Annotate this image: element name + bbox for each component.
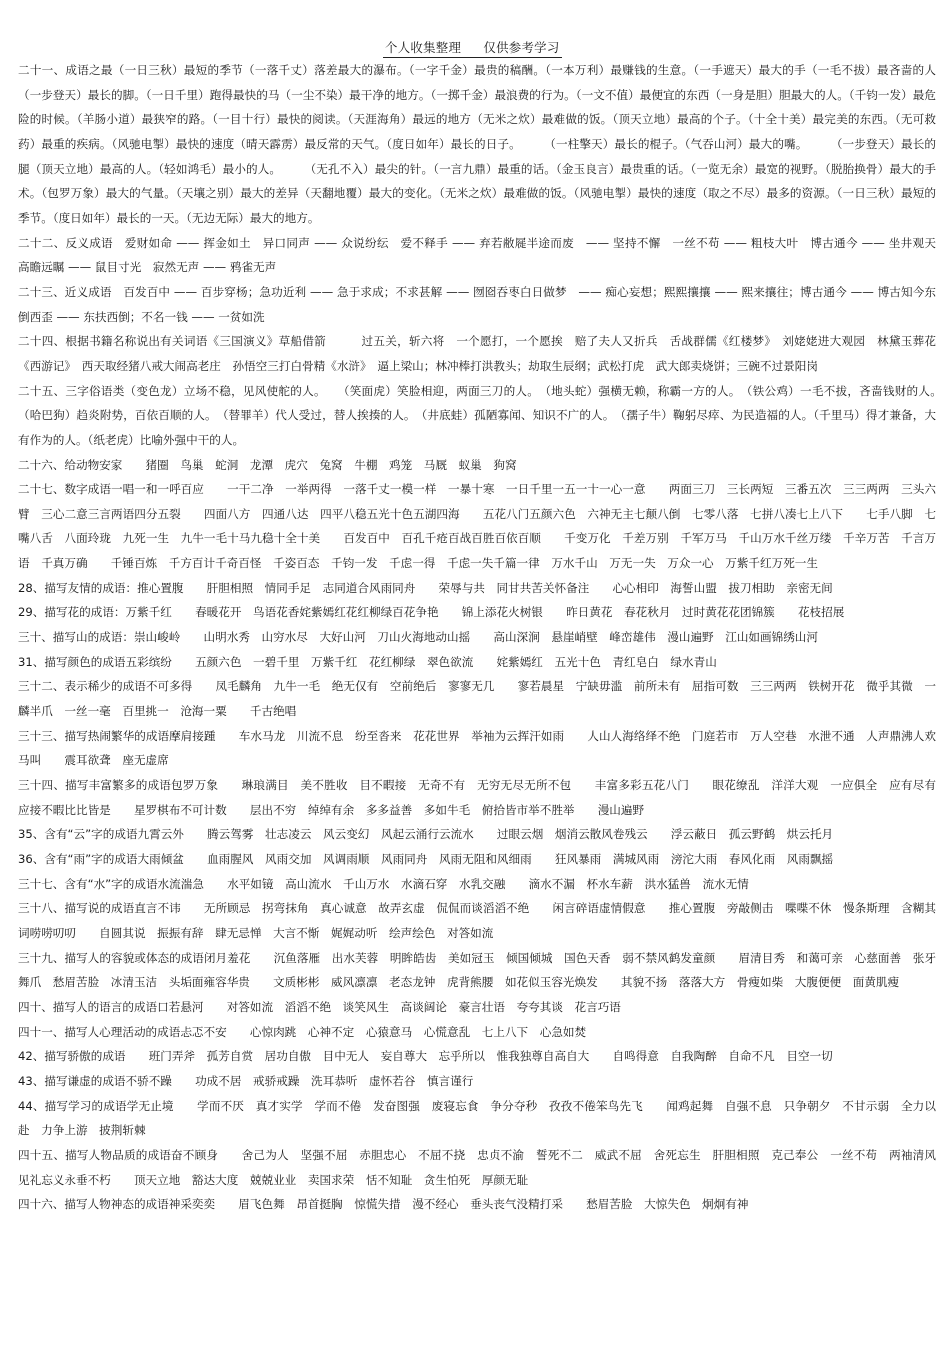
section-36-rain-idioms: 36、含有“雨”字的成语大雨倾盆 血雨腥风 风雨交加 风调雨顺 风雨同舟 风雨无阻和风细雨 狂风暴雨 满城风雨 滂沱大雨 春风化雨 风雨飘摇	[18, 852, 834, 866]
section-21-superlative-idioms: 二十一、成语之最（一日三秋）最短的季节（一落千丈）落差最大的瀑布。（一字千金）最贵的稿酬。（一本万利）最赚钱的生意。（一手遮天）最大的手（一毛不拔）最吝啬的人（一步登天）最长的脚。（一日千里）跑得最快的马（一尘不染）最干净的地方。（一掷千金）最浪费的行为。（一文不值）最便宜的东西（一身是胆）胆最大的人。（千钧一发）最危险的时候。（羊肠小道）最狭窄的路。（一目十行）最快的阅读。（天涯海角）最远的地方（无米之炊）最难做的饭。（顶天立地）最高的个子。（十全十美）最完美的东西。（无可救药）最重的疾病。（风驰电掣）最快的速度（晴天霹雳）最反常的天气。（度日如年）最长的日子。 （一柱擎天）最长的棍子。（气吞山河）最大的嘴。 （一步登天）最长的腿（顶天立地）最高的人。（轻如鸿毛）最小的人。 （无孔不入）最尖的针。（一言九鼎）最重的话。（金玉良言）最贵重的话。（一览无余）最宽的视野。（脱胎换骨）最大的手术。（包罗万象）最大的气量。（天壤之别）最大的差异（天翻地覆）最大的变化。（无米之炊）最难做的饭。（风驰电掣）最快的速度（取之不尽）最多的资源。（一日三秋）最短的季节。（度日如年）最长的一天。（无边无际）最大的地方。	[18, 63, 936, 225]
section-45-character-idioms: 四十五、描写人物品质的成语奋不顾身 舍己为人 坚强不屈 赤胆忠心 不屈不挠 忠贞不渝 誓死不二 威武不屈 舍死忘生 肝胆相照 克己奉公 一丝不苟 两袖清风 见礼忘义永垂不朽 顶天立地 豁达大度 兢兢业业 卖国求荣 恬不知耻 贪生怕死 厚颜无耻	[18, 1147, 948, 1187]
section-31-color-idioms: 31、描写颜色的成语五彩缤纷 五颜六色 一碧千里 万紫千红 花红柳绿 翠色欲流 姹紫嫣红 五光十色 青红皂白 绿水青山	[18, 654, 717, 669]
section-24-book-idioms: 二十四、根据书籍名称说出有关词语《三国演义》草船借箭 过五关，斩六将 一个愿打，一个愿挨 赔了夫人又折兵 舌战群儒《红楼梦》 刘姥姥进大观园 林黛玉葬花《西游记》 西天取经猪八戒大闹高老庄 孙悟空三打白骨精《水浒》 逼上梁山；林冲棒打洪教头；劫取生辰纲；武松打虎 武大郎卖烧饼；三碗不过景阳岗	[18, 334, 936, 373]
section-30-mountain-idioms: 三十、描写山的成语：崇山峻岭 山明水秀 山穷水尽 大好山河 刀山火海地动山摇 高山深涧 悬崖峭壁 峰峦雄伟 漫山遍野 江山如画锦绣山河	[18, 630, 818, 645]
section-22-antonym-idioms: 二十二、反义成语 爱财如命 —— 挥金如土 异口同声 —— 众说纷纭 爱不释手 —— 弃若敝屣半途而废 —— 坚持不懈 一丝不苟 —— 粗枝大叶 博古通今 —— 坐井观天 高瞻远瞩 —— 鼠目寸光 寂然无声 —— 鸦雀无声	[18, 235, 948, 275]
section-25-three-char-sayings: 二十五、三字俗语类（变色龙）立场不稳，见风使舵的人。 （笑面虎）笑脸相迎，两面三刀的人。 （地头蛇）强横无赖，称霸一方的人。 （铁公鸡）一毛不拔，吝啬钱财的人。 （哈巴狗）趋炎附势，百依百顺的人。 （替罪羊）代人受过，替人挨揍的人。 （井底蛙）孤陋寡闻、知识不广的人。 （孺子牛）鞠躬尽瘁、为民造福的人。（千里马）得才兼备，大有作为的人。（纸老虎）比喻外强中干的人。	[18, 383, 948, 447]
section-28-friendship-idioms: 28、描写友情的成语：推心置腹 肝胆相照 情同手足 志同道合风雨同舟 荣辱与共 同甘共苦关怀备注 心心相印 海誓山盟 拔刀相助 亲密无间	[18, 580, 833, 595]
section-35-cloud-idioms: 35、含有“云”字的成语九霄云外 腾云驾雾 壮志凌云 风云变幻 风起云涌行云流水 过眼云烟 烟消云散风卷残云 浮云蔽日 孤云野鹤 烘云托月	[18, 827, 834, 842]
header-right-text: 仅供参考学习	[483, 40, 560, 55]
section-27-number-idioms: 二十七、数字成语一唱一和一呼百应 一干二净 一举两得 一落千丈一模一样 一暴十寒 一日千里一五一十一心一意 两面三刀 三长两短 三番五次 三三两两 三头六臂 三心二意三言两语四分五裂 四面八方 四通八达 四平八稳五光十色五湖四海 五花八门五颜六色 六神无主七颠八倒 七零八落 七拼八凑七上八下 七手八脚 七嘴八舌 八面玲珑 九死一生 九牛一毛十马九稳十全十美 百发百中 百孔千疮百战百胜百依百顺 千变万化 千差万别 千军万马 千山万水千丝万缕 千辛万苦 千言万语 千真万确 千锤百炼 千方百计千奇百怪 千姿百态 千钧一发 千虑一得 千虑一失千篇一律 万水千山 万无一失 万众一心 万紫千红万死一生	[18, 482, 936, 571]
section-38-speech-idioms: 三十八、描写说的成语直言不讳 无所顾忌 拐弯抹角 真心诚意 故弄玄虚 侃侃而谈滔滔不绝 闲言碎语虚情假意 推心置腹 旁敲侧击 喋喋不休 慢条斯理 含糊其词唠唠叨叨 自圆其说 振振有辞 肆无忌惮 大言不惭 娓娓动听 绘声绘色 对答如流	[18, 901, 936, 940]
page-header	[383, 40, 562, 58]
section-37-water-idioms: 三十七、含有“水”字的成语水流湍急 水平如镜 高山流水 千山万水 水滴石穿 水乳交融 滴水不漏 杯水车薪 洪水猛兽 流水无情	[18, 876, 749, 891]
section-43-modesty-idioms: 43、描写谦虚的成语不骄不躁 功成不居 戒骄戒躁 洗耳恭听 虚怀若谷 慎言谨行	[18, 1073, 474, 1088]
section-26-animal-homes: 二十六、给动物安家 猪圈 鸟巢 蛇洞 龙潭 虎穴 兔窝 牛棚 鸡笼 马厩 蚁巢 狗窝	[18, 457, 517, 472]
section-40-language-idioms: 四十、描写人的语言的成语口若悬河 对答如流 滔滔不绝 谈笑风生 高谈阔论 豪言壮语 夸夸其谈 花言巧语	[18, 999, 621, 1014]
header-left-text: 个人收集整理	[385, 40, 462, 55]
section-32-rarity-idioms: 三十二、表示稀少的成语不可多得 凤毛麟角 九牛一毛 绝无仅有 空前绝后 寥寥无几 寥若晨星 宁缺毋滥 前所未有 屈指可数 三三两两 铁树开花 微乎其微 一麟半爪 一丝一毫 百里挑一 沧海一粟 千古绝唱	[18, 679, 936, 719]
section-41-psychology-idioms: 四十一、描写人心理活动的成语忐忑不安 心惊肉跳 心神不定 心猿意马 心慌意乱 七上八下 心急如焚	[18, 1024, 587, 1039]
section-23-synonym-idioms: 二十三、近义成语 百发百中 —— 百步穿杨；急功近利 —— 急于求成；不求甚解 —— 囫囵吞枣白日做梦 —— 痴心妄想；熙熙攘攘 —— 熙来攘往；博古通今 —— 博古知今东倒西歪 —— 东扶西倒；不名一钱 —— 一贫如洗	[18, 284, 936, 324]
section-29-flower-idioms: 29、描写花的成语：万紫千红 春暖花开 鸟语花香姹紫嫣红花红柳绿百花争艳 锦上添花火树银 昨日黄花 春花秋月 过时黄花花团锦簇 花枝招展	[18, 605, 845, 620]
section-33-bustling-idioms: 三十三、描写热闹繁华的成语摩肩接踵 车水马龙 川流不息 纷至沓来 花花世界 举袖为云挥汗如雨 人山人海络绎不绝 门庭若市 万人空巷 水泄不通 人声鼎沸人欢马叫 震耳欲聋 座无虚席	[18, 728, 936, 768]
section-46-expression-idioms: 四十六、描写人物神态的成语神采奕奕 眉飞色舞 昂首挺胸 惊慌失措 漫不经心 垂头丧气没精打采 愁眉苦脸 大惊失色 炯炯有神	[18, 1197, 749, 1212]
section-44-learning-idioms: 44、描写学习的成语学无止境 学而不厌 真才实学 学而不倦 发奋图强 废寝忘食 争分夺秒 孜孜不倦笨鸟先飞 闻鸡起舞 自强不息 只争朝夕 不甘示弱 全力以赴 力争上游 披荆斩棘	[18, 1098, 936, 1138]
section-39-appearance-idioms: 三十九、描写人的容貌或体态的成语闭月羞花 沉鱼落雁 出水芙蓉 明眸皓齿 美如冠玉 倾国倾城 国色天香 弱不禁风鹤发童颜 眉清目秀 和蔼可亲 心慈面善 张牙舞爪 愁眉苦脸 冰清玉洁 头垢面雍容华贵 文质彬彬 威风凛凛 老态龙钟 虎背熊腰 如花似玉容光焕发 其貌不扬 落落大方 骨瘦如柴 大腹便便 面黄肌瘦	[18, 950, 936, 990]
idiom-list-content	[18, 58, 948, 1217]
section-42-arrogance-idioms: 42、描写骄傲的成语 班门弄斧 孤芳自赏 居功自傲 目中无人 妄自尊大 忘乎所以 惟我独尊自高自大 自鸣得意 自我陶醉 自命不凡 目空一切	[18, 1049, 833, 1064]
section-34-abundance-idioms: 三十四、描写丰富繁多的成语包罗万象 琳琅满目 美不胜收 目不暇接 无奇不有 无穷无尽无所不包 丰富多彩五花八门 眼花缭乱 洋洋大观 一应俱全 应有尽有 应接不暇比比皆是 星罗棋布不可计数 层出不穷 绰绰有余 多多益善 多如牛毛 俯拾皆市举不胜举 漫山遍野	[18, 778, 948, 817]
